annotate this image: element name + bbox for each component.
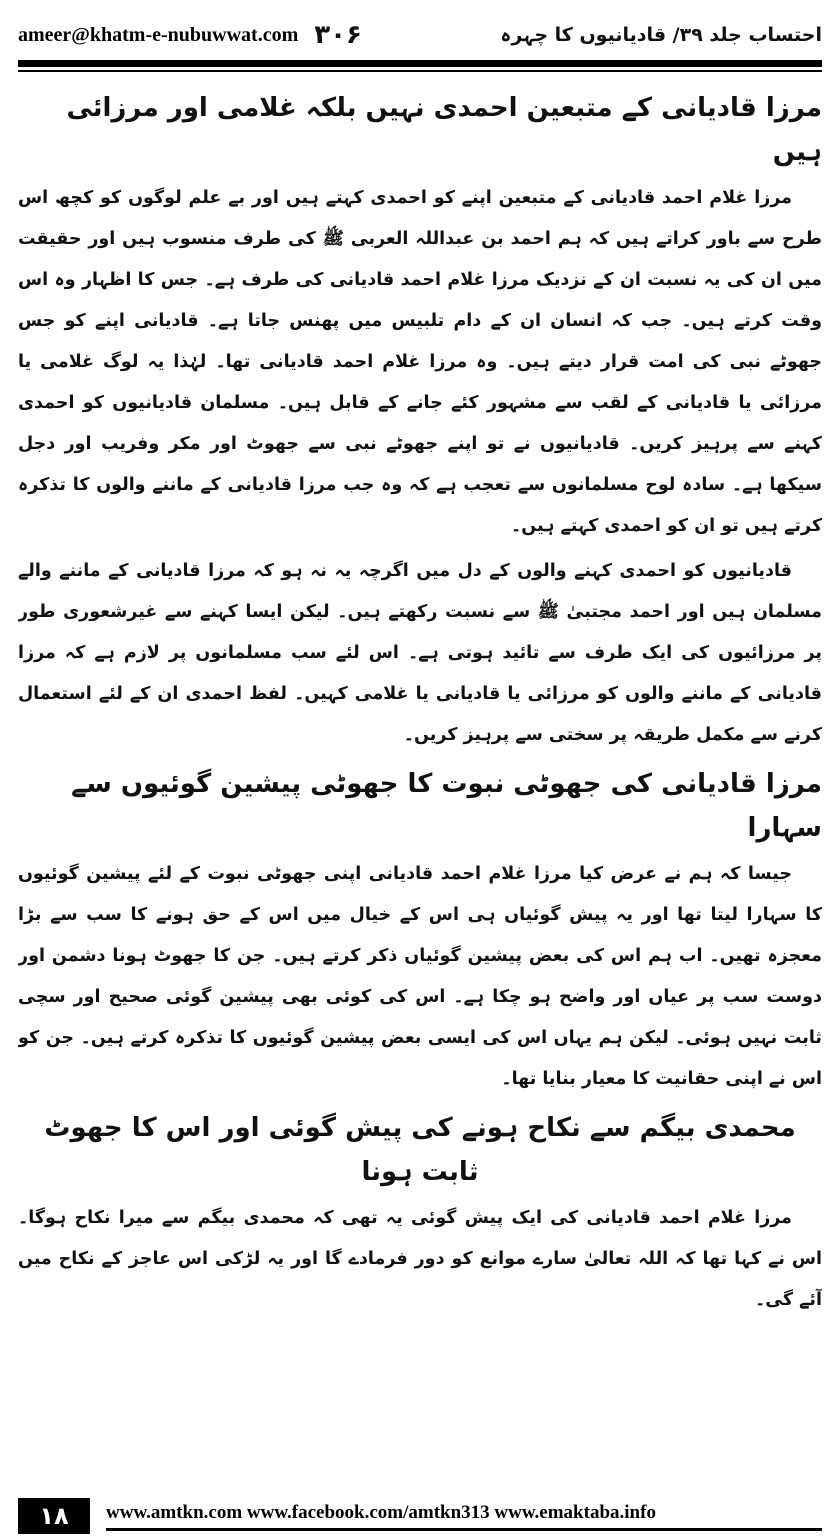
header-running-title: احتساب جلد ۳۹/ قادیانیوں کا چہرہ xyxy=(500,24,822,46)
paragraph: مرزا غلام احمد قادیانی کے متبعین اپنے کو احمدی کہتے ہیں اور بے علم لوگوں کو کچھ اس طرح سے باور کراتے ہیں کہ ہم احمد بن عبداللہ العربی ﷺ کی طرف منسوب ہیں اور حقیقت میں ان کی یہ نسبت ان کے نزدیک مرزا غلام احمد قادیانی کی طرف ہے۔ جس کا اظہار وہ اس وقت کرتے ہیں۔ جب کہ انسان ان کے دام تلبیس میں پھنس جاتا ہے۔ قادیانی اپنے کو جس جھوٹے نبی کی امت قرار دیتے ہیں۔ وہ مرزا غلام احمد قادیانی تھا۔ لہٰذا یہ لوگ غلامی یا مرزائی یا قادیانی کے لقب سے مشہور کئے جانے کے قابل ہیں۔ مسلمان قادیانیوں کو احمدی کہنے سے پرہیز کریں۔ قادیانیوں نے تو اپنے جھوٹے نبی سے جھوٹ اور مکر وفریب اور دجل سیکھا ہے۔ سادہ لوح مسلمانوں سے تعجب ہے کہ وہ جب مرزا قادیانی کے ماننے والوں کا تذکرہ کرتے ہیں تو ان کو احمدی کہتے ہیں۔ xyxy=(18,188,822,536)
paragraph: مرزا غلام احمد قادیانی کی ایک پیش گوئی یہ تھی کہ محمدی بیگم سے میرا نکاح ہوگا۔ اس نے کہا تھا کہ اللہ تعالیٰ سارے موانع کو دور فرمادے گا اور یہ لڑکی اس عاجز کے نکاح میں آئے گی۔ xyxy=(18,1208,822,1310)
section-heading: مرزا قادیانی کے متبعین احمدی نہیں بلکہ غلامی اور مرزائی ہیں xyxy=(66,93,822,167)
header-email: ameer@khatm-e-nubuwwat.com xyxy=(18,23,299,46)
paragraph: قادیانیوں کو احمدی کہنے والوں کے دل میں اگرچہ یہ نہ ہو کہ مرزا قادیانی کے ماننے والے مسلمان ہیں اور احمد مجتبیٰ ﷺ سے نسبت رکھتے ہیں۔ لیکن ایسا کہنے سے غیرشعوری طور پر مرزائیوں کی ایک طرف سے تائید ہوتی ہے۔ اس لئے سب مسلمانوں پر لازم ہے کہ مرزا قادیانی کے ماننے والوں کو مرزائی یا قادیانی یا غلامی کہیں۔ لفظ احمدی ان کے لئے استعمال کرنے سے مکمل طریقہ پر سختی سے پرہیز کریں۔ xyxy=(18,561,822,745)
footer-urls: www.amtkn.com www.facebook.com/amtkn313 www.emaktaba.info xyxy=(106,1502,656,1523)
header-left xyxy=(18,20,362,50)
page-header xyxy=(18,14,822,56)
header-rule-thick xyxy=(18,60,822,67)
paragraph: جیسا کہ ہم نے عرض کیا مرزا غلام احمد قادیانی اپنی جھوٹی نبوت کے لئے پیشین گوئیوں کا سہارا لیتا تھا اور یہ پیش گوئیاں ہی اس کے خیال میں اس کے حق ہونے کا سب سے بڑا معجزہ تھیں۔ اب ہم اس کی بعض پیشین گوئیاں ذکر کرتے ہیں۔ جن کا جھوٹ ہونا دشمن اور دوست سب پر عیاں اور واضح ہو چکا ہے۔ اس کی کوئی بھی پیشین گوئی صحیح اور سچی ثابت نہیں ہوئی۔ لیکن ہم یہاں اس کی ایسی بعض پیشین گوئیوں کا تذکرہ کرتے ہیں۔ جن کو اس نے اپنی حقانیت کا معیار بنایا تھا۔ xyxy=(18,864,822,1089)
footer-page-number: ۱۸ xyxy=(18,1498,90,1534)
page-footer xyxy=(18,1498,822,1534)
header-rule-thin xyxy=(18,70,822,72)
page-content xyxy=(18,80,822,1480)
footer-links xyxy=(90,1498,822,1534)
footer-rule xyxy=(106,1528,822,1531)
section-heading: مرزا قادیانی کی جھوٹی نبوت کا جھوٹی پیشین گوئیوں سے سہارا xyxy=(71,769,822,843)
section-heading: محمدی بیگم سے نکاح ہونے کی پیش گوئی اور اس کا جھوٹ ثابت ہونا xyxy=(44,1113,796,1187)
header-page-number: ۳۰۶ xyxy=(314,20,362,50)
